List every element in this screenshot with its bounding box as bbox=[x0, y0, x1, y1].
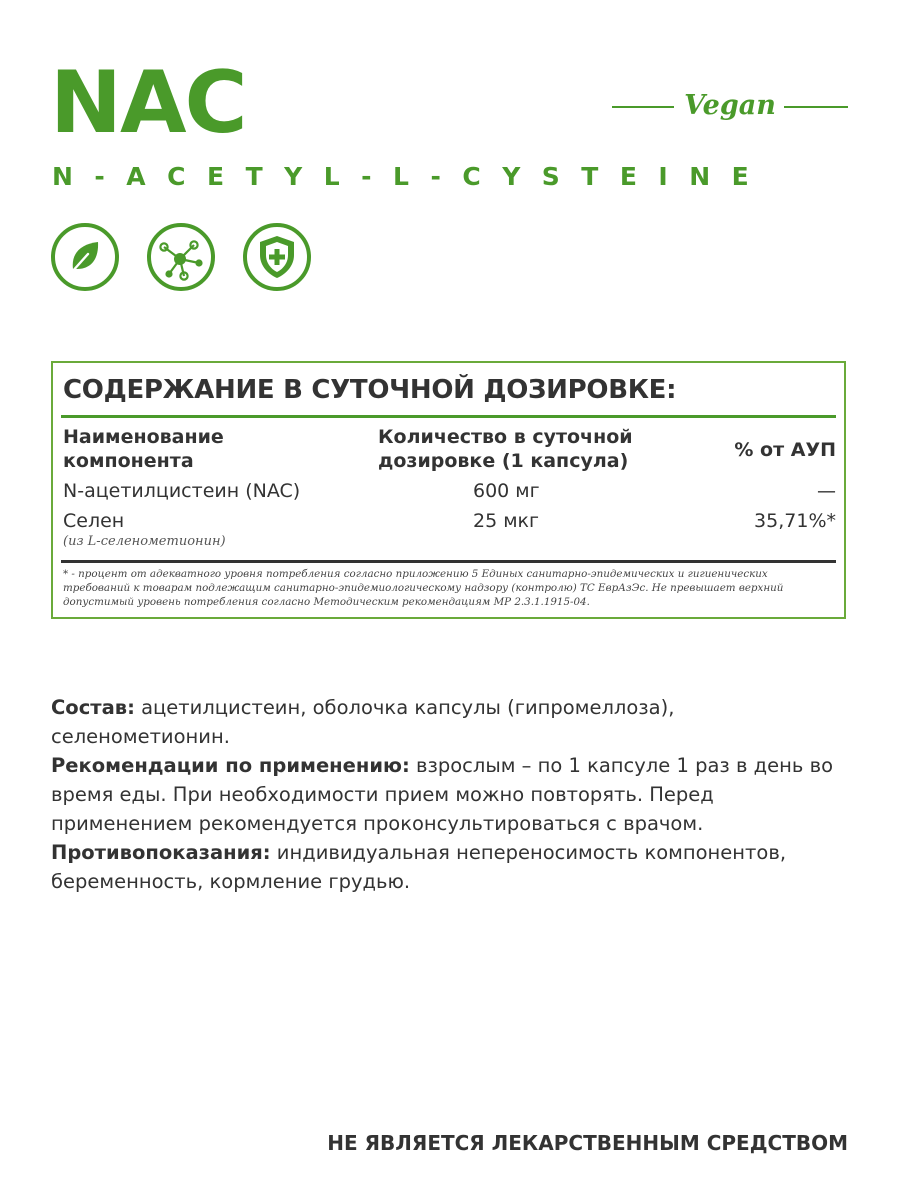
row-selenium-source: (из L-селенометионин) bbox=[63, 534, 226, 549]
contraindications-label: Противопоказания: bbox=[51, 841, 271, 864]
product-details bbox=[51, 693, 841, 896]
column-header-quantity-line1: Количество в суточной bbox=[378, 426, 633, 448]
composition-label: Состав: bbox=[51, 696, 135, 719]
contraindications-paragraph bbox=[51, 838, 841, 896]
table-bottom-divider bbox=[61, 560, 836, 563]
row-nac-quantity: 600 мг bbox=[473, 480, 540, 502]
column-header-quantity bbox=[378, 425, 678, 473]
daily-dose-panel bbox=[51, 361, 846, 619]
usage-label: Рекомендации по применению: bbox=[51, 754, 410, 777]
column-header-name bbox=[63, 425, 343, 473]
column-header-percent: % от АУП bbox=[734, 439, 836, 461]
panel-heading: СОДЕРЖАНИЕ В СУТОЧНОЙ ДОЗИРОВКЕ: bbox=[63, 375, 677, 405]
row-selenium-quantity: 25 мкг bbox=[473, 510, 540, 532]
column-header-quantity-line2: дозировке (1 капсула) bbox=[378, 450, 629, 472]
column-header-name-line1: Наименование bbox=[63, 426, 224, 448]
composition-paragraph bbox=[51, 693, 841, 751]
contraindications-text: индивидуальная непереносимость компонентов, беременность, кормление грудью. bbox=[51, 841, 787, 893]
product-title: NAC bbox=[50, 53, 246, 153]
usage-text: взрослым – по 1 капсуле 1 раз в день во время еды. При необходимости прием можно повторять. Перед применением рекомендуется проконсультироваться с врачом. bbox=[51, 754, 834, 835]
row-nac-percent: — bbox=[817, 480, 836, 502]
row-selenium-percent: 35,71%* bbox=[754, 510, 836, 532]
not-medicine-disclaimer: НЕ ЯВЛЯЕТСЯ ЛЕКАРСТВЕННЫМ СРЕДСТВОМ bbox=[327, 1131, 848, 1155]
column-header-name-line2: компонента bbox=[63, 450, 194, 472]
composition-text: ацетилцистеин, оболочка капсулы (гипромеллоза), селенометионин. bbox=[51, 696, 675, 748]
vegan-label: Vegan bbox=[684, 90, 776, 121]
product-subtitle: N-ACETYL-L-CYSTEINE bbox=[52, 162, 771, 191]
vegan-badge bbox=[612, 84, 848, 128]
usage-paragraph bbox=[51, 751, 841, 838]
row-nac-name: N-ацетилцистеин (NAC) bbox=[63, 480, 301, 502]
footnote: * - процент от адекватного уровня потребления согласно приложению 5 Единых санитарно-эпидемических и гигиенических требований к товарам подлежащим санитарно-эпидемиологическому надзору (контролю) ТС ЕврАзЭс. Не превышает верхний допустимый уровень потребления согласно Методическим рекомендациям МР 2.3.1.1915-04. bbox=[63, 568, 784, 608]
vegan-line-right bbox=[784, 106, 848, 108]
molecule-icon bbox=[146, 222, 216, 292]
row-selenium-name: Селен bbox=[63, 510, 125, 532]
heading-divider bbox=[61, 415, 836, 418]
shield-cross-icon bbox=[242, 222, 312, 292]
leaf-icon bbox=[50, 222, 120, 292]
vegan-line-left bbox=[612, 106, 674, 108]
